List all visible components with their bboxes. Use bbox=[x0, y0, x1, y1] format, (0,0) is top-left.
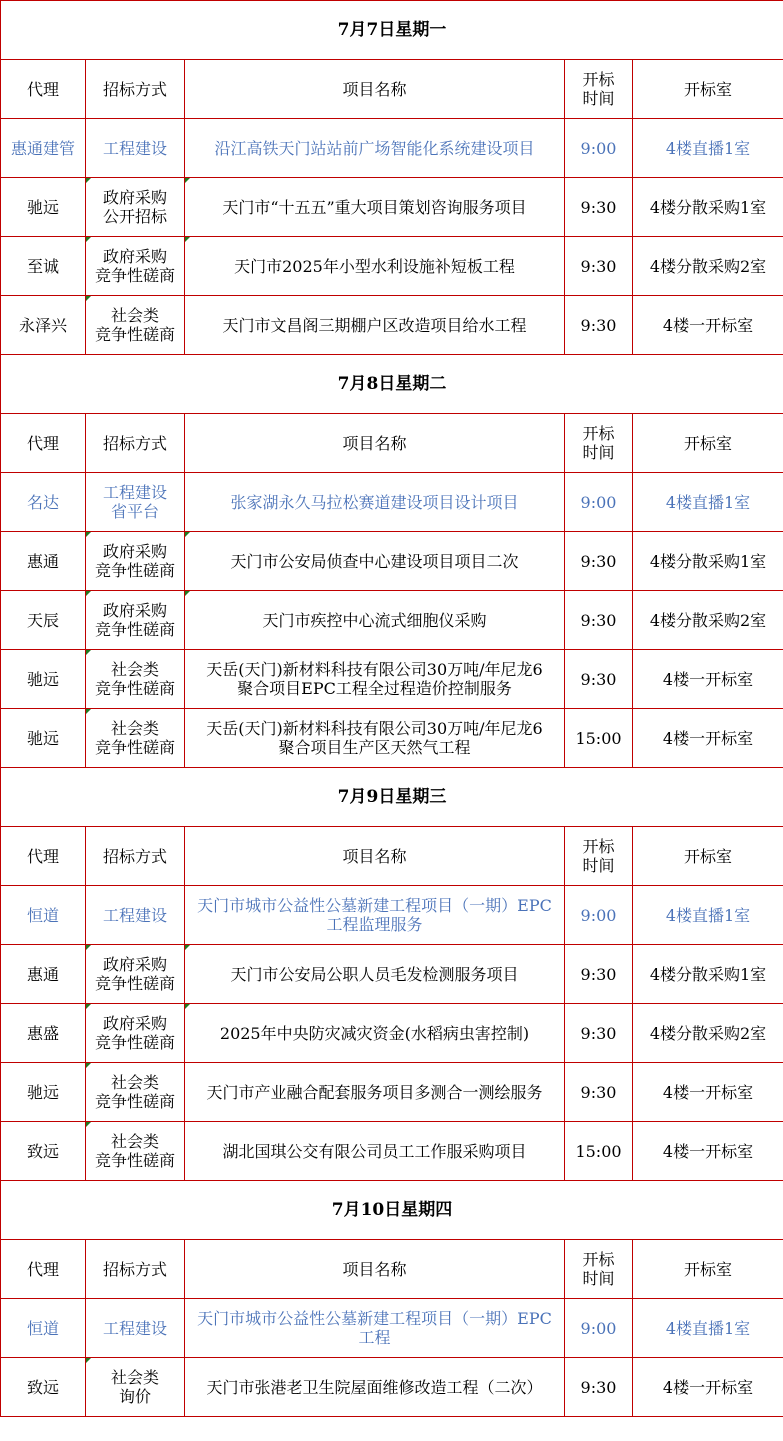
table-row bbox=[1, 178, 783, 237]
project-name-cell-line: 天门市文昌阁三期棚户区改造项目给水工程 bbox=[222, 315, 527, 335]
method-cell bbox=[86, 886, 185, 945]
time-cell: 9:30 bbox=[565, 237, 633, 296]
method-cell-line: 政府采购 bbox=[102, 1014, 167, 1033]
project-name-cell bbox=[185, 886, 565, 945]
method-cell-line: 竞争性磋商 bbox=[94, 679, 175, 698]
day-title: 7月7日星期一 bbox=[1, 1, 783, 60]
table-row bbox=[1, 1299, 783, 1358]
time-cell: 9:30 bbox=[565, 591, 633, 650]
time-cell: 15:00 bbox=[565, 1122, 633, 1181]
header-room: 开标室 bbox=[633, 414, 783, 473]
method-cell bbox=[86, 532, 185, 591]
project-name-cell bbox=[185, 591, 565, 650]
column-header-row bbox=[1, 414, 783, 473]
method-cell bbox=[86, 119, 185, 178]
header-room: 开标室 bbox=[633, 60, 783, 119]
method-cell bbox=[86, 591, 185, 650]
project-name-cell-line: 天门市产业融合配套服务项目多测合一测绘服务 bbox=[206, 1082, 543, 1102]
schedule-body bbox=[1, 1, 783, 1417]
method-cell-line: 工程建设 bbox=[102, 483, 167, 502]
room-cell: 4楼一开标室 bbox=[633, 1063, 783, 1122]
method-cell-line: 政府采购 bbox=[102, 955, 167, 974]
project-name-cell bbox=[185, 296, 565, 355]
project-name-cell bbox=[185, 473, 565, 532]
time-cell: 9:30 bbox=[565, 532, 633, 591]
method-cell bbox=[86, 1299, 185, 1358]
day-header-row bbox=[1, 355, 783, 414]
header-method: 招标方式 bbox=[86, 60, 185, 119]
project-name-cell-line: 天岳(天门)新材料科技有限公司30万吨/年尼龙6 bbox=[206, 719, 543, 738]
header-time bbox=[565, 60, 633, 119]
method-cell-line: 工程建设 bbox=[102, 138, 167, 158]
header-project: 项目名称 bbox=[185, 414, 565, 473]
table-row bbox=[1, 237, 783, 296]
room-cell: 4楼分散采购1室 bbox=[633, 945, 783, 1004]
header-project: 项目名称 bbox=[185, 827, 565, 886]
method-cell-line: 省平台 bbox=[110, 502, 159, 521]
project-name-cell-line: 天门市公安局侦查中心建设项目项目二次 bbox=[230, 551, 519, 571]
day-header-row bbox=[1, 768, 783, 827]
room-cell: 4楼一开标室 bbox=[633, 1122, 783, 1181]
method-cell bbox=[86, 296, 185, 355]
project-name-cell bbox=[185, 119, 565, 178]
agent-cell: 惠通 bbox=[1, 945, 86, 1004]
header-time bbox=[565, 827, 633, 886]
agent-cell: 驰远 bbox=[1, 1063, 86, 1122]
room-cell: 4楼一开标室 bbox=[633, 1358, 783, 1417]
agent-cell: 至诚 bbox=[1, 237, 86, 296]
method-cell-line: 社会类 bbox=[110, 1073, 159, 1092]
table-row bbox=[1, 119, 783, 178]
header-method: 招标方式 bbox=[86, 414, 185, 473]
project-name-cell bbox=[185, 1299, 565, 1358]
table-row bbox=[1, 1122, 783, 1181]
agent-cell: 致远 bbox=[1, 1122, 86, 1181]
project-name-cell bbox=[185, 1122, 565, 1181]
header-time-line: 时间 bbox=[582, 89, 615, 108]
method-cell-line: 政府采购 bbox=[102, 188, 167, 207]
project-name-cell-line: 天门市城市公益性公墓新建工程项目（一期）EPC bbox=[197, 896, 552, 915]
agent-cell: 驰远 bbox=[1, 709, 86, 768]
method-cell-line: 社会类 bbox=[110, 1368, 159, 1387]
method-cell-line: 竞争性磋商 bbox=[94, 561, 175, 580]
project-name-cell-line: 天门市城市公益性公墓新建工程项目（一期）EPC bbox=[197, 1309, 552, 1328]
project-name-cell-line: 天门市张港老卫生院屋面维修改造工程（二次） bbox=[206, 1377, 543, 1397]
day-header-row bbox=[1, 1, 783, 60]
header-room: 开标室 bbox=[633, 1240, 783, 1299]
header-method: 招标方式 bbox=[86, 827, 185, 886]
room-cell: 4楼分散采购1室 bbox=[633, 532, 783, 591]
project-name-cell-line: 天门市公安局公职人员毛发检测服务项目 bbox=[230, 964, 519, 984]
method-cell-line: 竞争性磋商 bbox=[94, 1033, 175, 1052]
method-cell bbox=[86, 1063, 185, 1122]
method-cell bbox=[86, 178, 185, 237]
table-row bbox=[1, 591, 783, 650]
header-agent: 代理 bbox=[1, 60, 86, 119]
method-cell-line: 社会类 bbox=[110, 306, 159, 325]
time-cell: 15:00 bbox=[565, 709, 633, 768]
method-cell-line: 社会类 bbox=[110, 719, 159, 738]
project-name-cell-line: 聚合项目EPC工程全过程造价控制服务 bbox=[237, 679, 512, 698]
header-project: 项目名称 bbox=[185, 1240, 565, 1299]
time-cell: 9:30 bbox=[565, 945, 633, 1004]
time-cell: 9:00 bbox=[565, 886, 633, 945]
method-cell-line: 竞争性磋商 bbox=[94, 974, 175, 993]
time-cell: 9:00 bbox=[565, 473, 633, 532]
method-cell-line: 社会类 bbox=[110, 660, 159, 679]
day-title: 7月10日星期四 bbox=[1, 1181, 783, 1240]
header-agent: 代理 bbox=[1, 414, 86, 473]
time-cell: 9:30 bbox=[565, 1004, 633, 1063]
agent-cell: 天辰 bbox=[1, 591, 86, 650]
method-cell bbox=[86, 473, 185, 532]
column-header-row bbox=[1, 60, 783, 119]
project-name-cell-line: 工程监理服务 bbox=[326, 915, 423, 934]
room-cell: 4楼直播1室 bbox=[633, 473, 783, 532]
room-cell: 4楼一开标室 bbox=[633, 650, 783, 709]
agent-cell: 惠通 bbox=[1, 532, 86, 591]
method-cell-line: 工程建设 bbox=[102, 905, 167, 925]
room-cell: 4楼分散采购2室 bbox=[633, 237, 783, 296]
method-cell-line: 政府采购 bbox=[102, 542, 167, 561]
agent-cell: 惠盛 bbox=[1, 1004, 86, 1063]
room-cell: 4楼直播1室 bbox=[633, 1299, 783, 1358]
agent-cell: 驰远 bbox=[1, 650, 86, 709]
project-name-cell-line: 2025年中央防灾减灾资金(水稻病虫害控制) bbox=[219, 1023, 530, 1043]
project-name-cell bbox=[185, 945, 565, 1004]
column-header-row bbox=[1, 827, 783, 886]
table-row bbox=[1, 1004, 783, 1063]
table-row bbox=[1, 1358, 783, 1417]
header-time-line: 开标 bbox=[582, 1250, 615, 1269]
project-name-cell bbox=[185, 237, 565, 296]
header-time-line: 时间 bbox=[582, 856, 615, 875]
method-cell-line: 询价 bbox=[118, 1387, 151, 1406]
table-row bbox=[1, 886, 783, 945]
time-cell: 9:30 bbox=[565, 296, 633, 355]
table-row bbox=[1, 945, 783, 1004]
method-cell bbox=[86, 709, 185, 768]
day-title: 7月9日星期三 bbox=[1, 768, 783, 827]
header-time-line: 时间 bbox=[582, 1269, 615, 1288]
time-cell: 9:30 bbox=[565, 178, 633, 237]
project-name-cell-line: 天门市2025年小型水利设施补短板工程 bbox=[234, 256, 515, 276]
project-name-cell bbox=[185, 709, 565, 768]
method-cell-line: 竞争性磋商 bbox=[94, 1092, 175, 1111]
header-method: 招标方式 bbox=[86, 1240, 185, 1299]
header-agent: 代理 bbox=[1, 1240, 86, 1299]
project-name-cell bbox=[185, 1358, 565, 1417]
room-cell: 4楼分散采购2室 bbox=[633, 591, 783, 650]
project-name-cell bbox=[185, 178, 565, 237]
time-cell: 9:30 bbox=[565, 1063, 633, 1122]
header-time bbox=[565, 1240, 633, 1299]
project-name-cell-line: 工程 bbox=[358, 1328, 391, 1347]
method-cell-line: 竞争性磋商 bbox=[94, 266, 175, 285]
room-cell: 4楼分散采购1室 bbox=[633, 178, 783, 237]
header-agent: 代理 bbox=[1, 827, 86, 886]
method-cell bbox=[86, 1358, 185, 1417]
method-cell-line: 政府采购 bbox=[102, 247, 167, 266]
room-cell: 4楼分散采购2室 bbox=[633, 1004, 783, 1063]
project-name-cell-line: 天门市“十五五”重大项目策划咨询服务项目 bbox=[222, 197, 527, 217]
project-name-cell-line: 天门市疾控中心流式细胞仪采购 bbox=[262, 610, 487, 630]
method-cell bbox=[86, 1122, 185, 1181]
project-name-cell-line: 天岳(天门)新材料科技有限公司30万吨/年尼龙6 bbox=[206, 660, 543, 679]
time-cell: 9:00 bbox=[565, 1299, 633, 1358]
header-time-line: 时间 bbox=[582, 443, 615, 462]
header-room: 开标室 bbox=[633, 827, 783, 886]
agent-cell: 惠通建管 bbox=[1, 119, 86, 178]
method-cell-line: 公开招标 bbox=[102, 207, 167, 226]
method-cell-line: 竞争性磋商 bbox=[94, 325, 175, 344]
project-name-cell-line: 沿江高铁天门站站前广场智能化系统建设项目 bbox=[214, 138, 535, 158]
project-name-cell bbox=[185, 532, 565, 591]
agent-cell: 名达 bbox=[1, 473, 86, 532]
method-cell-line: 社会类 bbox=[110, 1132, 159, 1151]
time-cell: 9:30 bbox=[565, 1358, 633, 1417]
room-cell: 4楼直播1室 bbox=[633, 886, 783, 945]
agent-cell: 致远 bbox=[1, 1358, 86, 1417]
method-cell bbox=[86, 945, 185, 1004]
project-name-cell-line: 张家湖永久马拉松赛道建设项目设计项目 bbox=[230, 492, 519, 512]
method-cell bbox=[86, 1004, 185, 1063]
agent-cell: 恒道 bbox=[1, 886, 86, 945]
table-row bbox=[1, 473, 783, 532]
project-name-cell bbox=[185, 650, 565, 709]
method-cell-line: 竞争性磋商 bbox=[94, 1151, 175, 1170]
project-name-cell bbox=[185, 1063, 565, 1122]
table-row bbox=[1, 650, 783, 709]
method-cell bbox=[86, 650, 185, 709]
table-row bbox=[1, 296, 783, 355]
room-cell: 4楼一开标室 bbox=[633, 296, 783, 355]
day-header-row bbox=[1, 1181, 783, 1240]
header-project: 项目名称 bbox=[185, 60, 565, 119]
time-cell: 9:30 bbox=[565, 650, 633, 709]
header-time-line: 开标 bbox=[582, 424, 615, 443]
project-name-cell-line: 聚合项目生产区天然气工程 bbox=[278, 738, 471, 757]
method-cell-line: 政府采购 bbox=[102, 601, 167, 620]
room-cell: 4楼直播1室 bbox=[633, 119, 783, 178]
time-cell: 9:00 bbox=[565, 119, 633, 178]
header-time bbox=[565, 414, 633, 473]
agent-cell: 永泽兴 bbox=[1, 296, 86, 355]
agent-cell: 恒道 bbox=[1, 1299, 86, 1358]
method-cell-line: 工程建设 bbox=[102, 1318, 167, 1338]
table-row bbox=[1, 532, 783, 591]
project-name-cell-line: 湖北国琪公交有限公司员工工作服采购项目 bbox=[222, 1141, 527, 1161]
method-cell bbox=[86, 237, 185, 296]
table-row bbox=[1, 709, 783, 768]
column-header-row bbox=[1, 1240, 783, 1299]
agent-cell: 驰远 bbox=[1, 178, 86, 237]
header-time-line: 开标 bbox=[582, 837, 615, 856]
table-row bbox=[1, 1063, 783, 1122]
method-cell-line: 竞争性磋商 bbox=[94, 620, 175, 639]
room-cell: 4楼一开标室 bbox=[633, 709, 783, 768]
method-cell-line: 竞争性磋商 bbox=[94, 738, 175, 757]
header-time-line: 开标 bbox=[582, 70, 615, 89]
project-name-cell bbox=[185, 1004, 565, 1063]
day-title: 7月8日星期二 bbox=[1, 355, 783, 414]
